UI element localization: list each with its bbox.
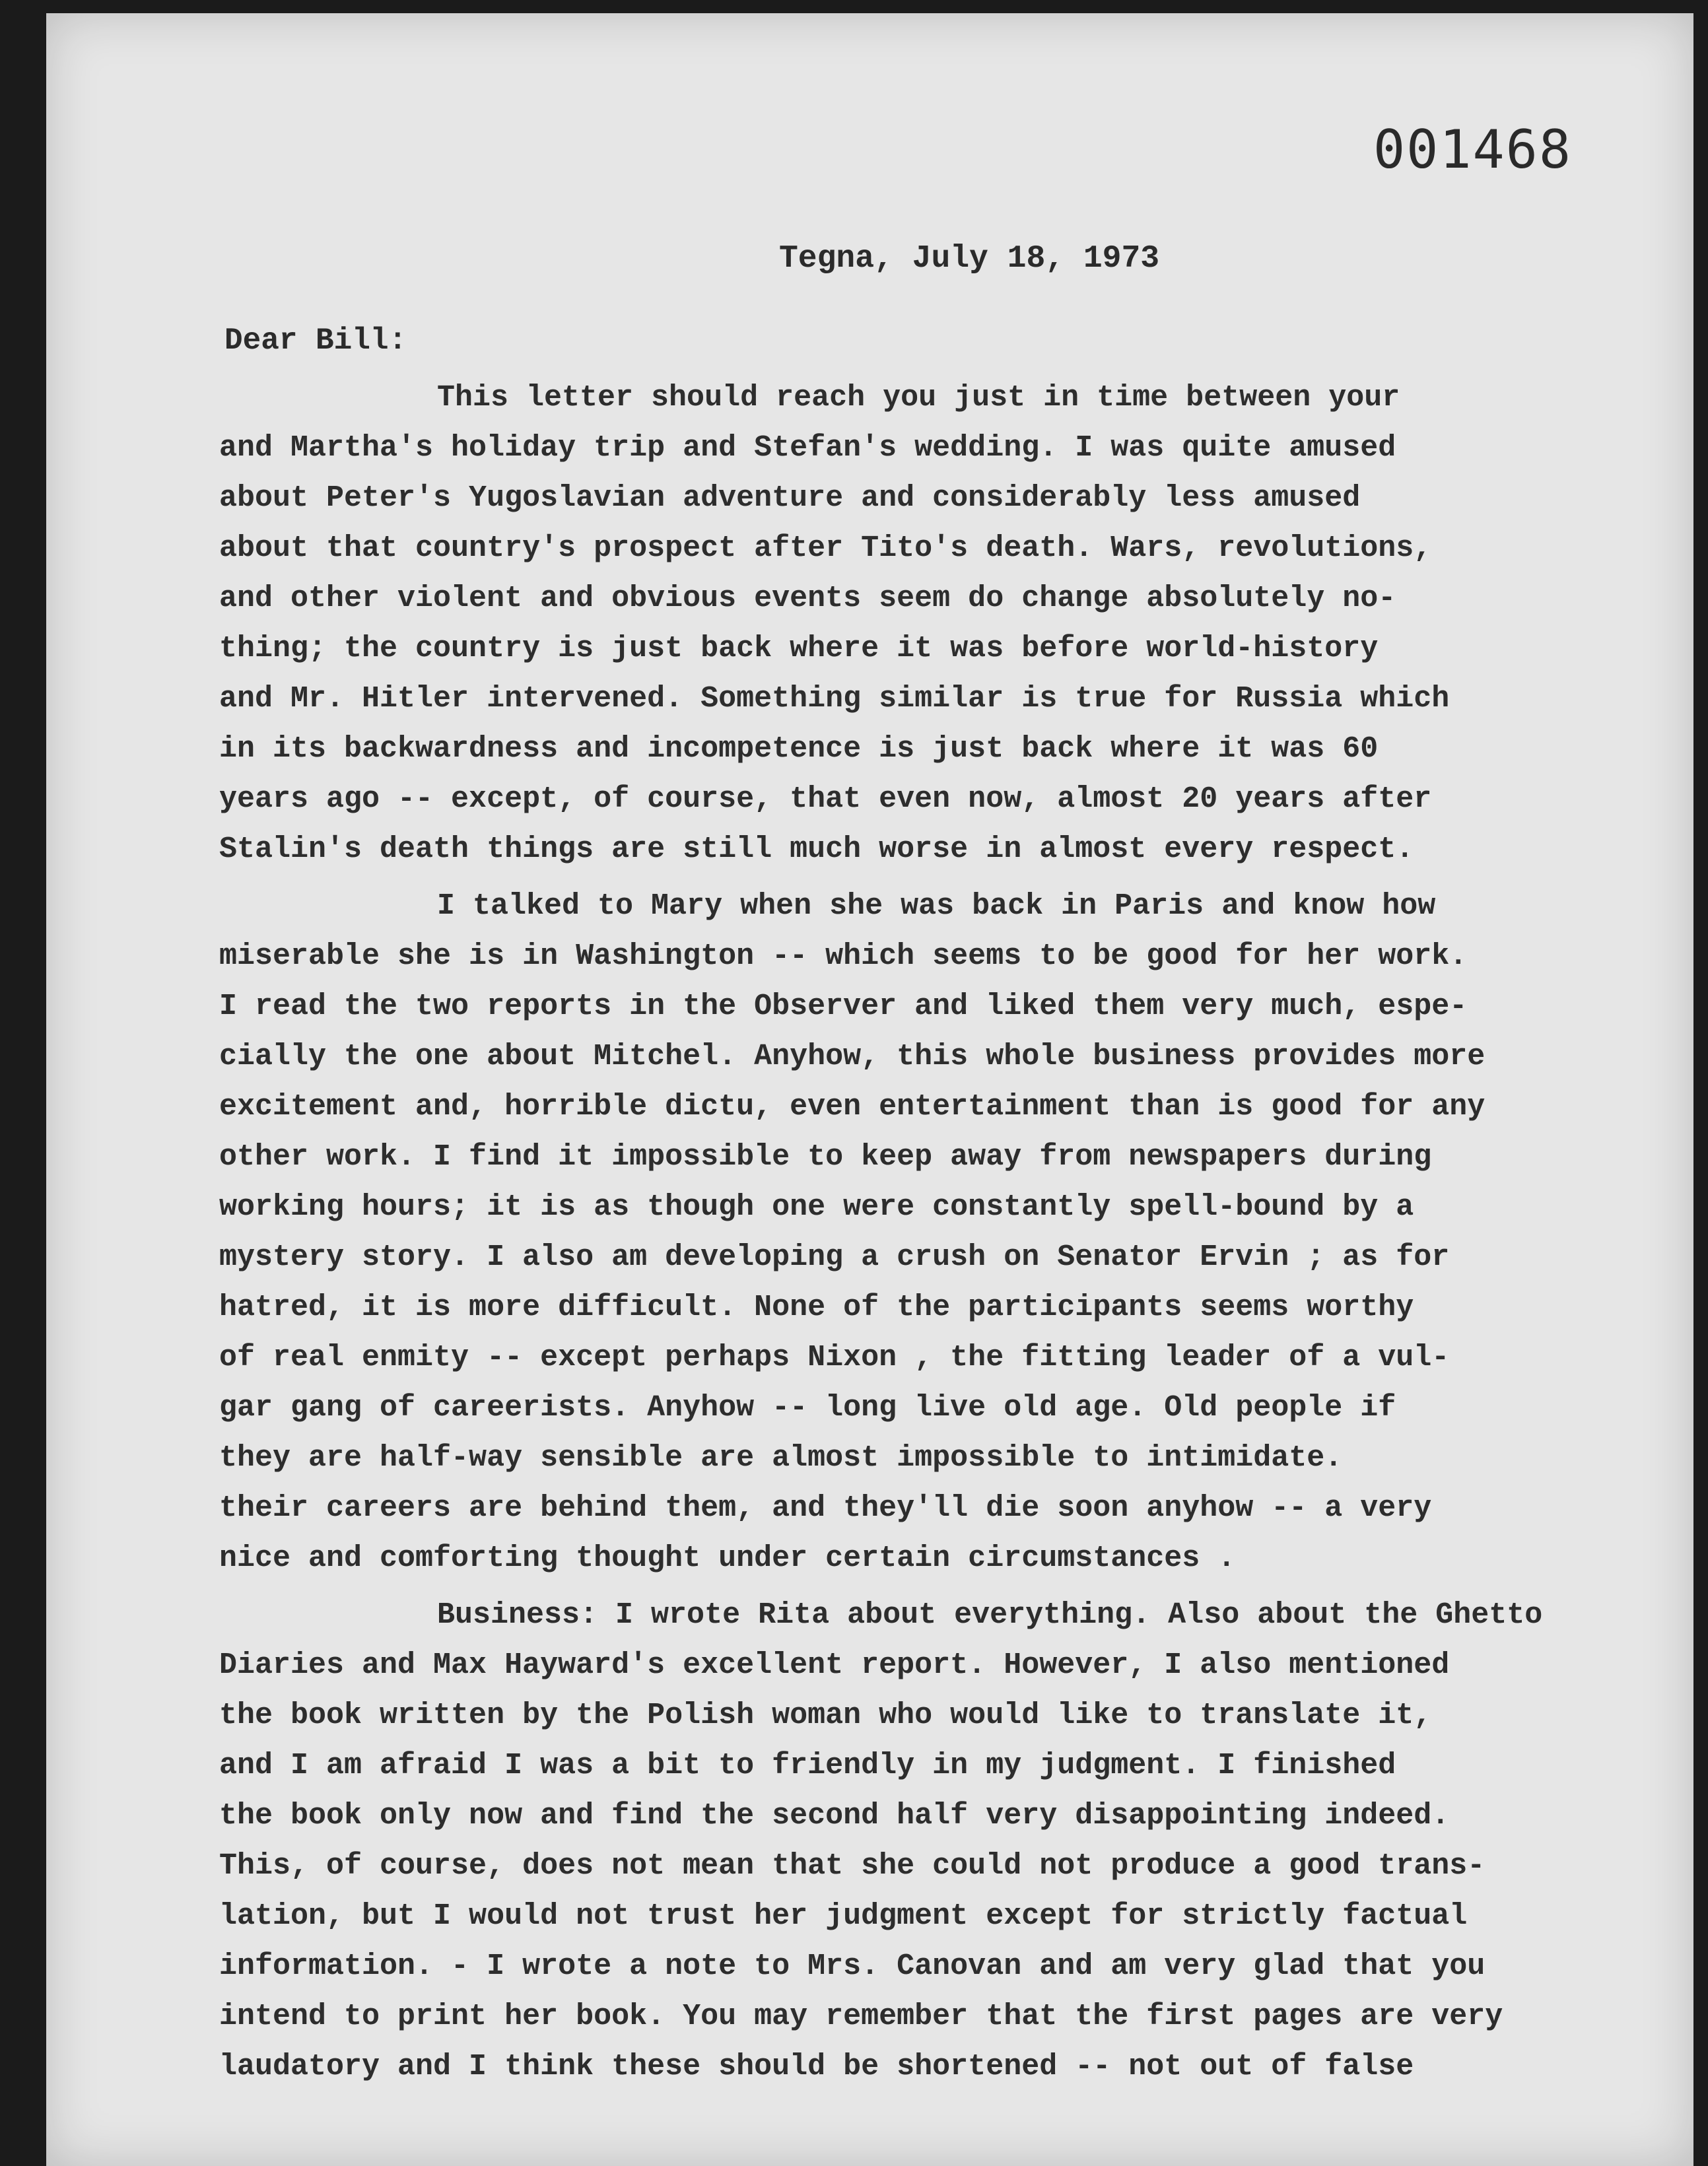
text-line: working hours; it is as though one were constantly spell-bound by a: [219, 1190, 1414, 1224]
letter-sheet: [46, 13, 1693, 2166]
text-line: years ago -- except, of course, that even now, almost 20 years after: [219, 782, 1432, 816]
text-line: intend to print her book. You may remember that the first pages are very: [219, 2000, 1503, 2033]
text-line: laudatory and I think these should be shortened -- not out of false: [219, 2050, 1414, 2083]
text-line: their careers are behind them, and they'll die soon anyhow -- a very: [219, 1491, 1432, 1525]
paragraph-gap: [219, 875, 1708, 881]
greeting: Dear Bill:: [224, 323, 407, 358]
text-line: of real enmity -- except perhaps Nixon , the fitting leader of a vul-: [219, 1341, 1450, 1374]
text-line: Business: I wrote Rita about everything. Also about the Ghetto: [437, 1598, 1543, 1632]
text-line: This, of course, does not mean that she could not produce a good trans-: [219, 1849, 1486, 1883]
text-line: other work. I find it impossible to keep away from newspapers during: [219, 1140, 1432, 1174]
paragraph-3: [219, 1590, 1708, 2092]
text-line: the book only now and find the second half very disappointing indeed.: [219, 1799, 1450, 1833]
text-line: miserable she is in Washington -- which seems to be good for her work.: [219, 939, 1468, 973]
text-line: and Martha's holiday trip and Stefan's wedding. I was quite amused: [219, 431, 1396, 465]
text-line: and Mr. Hitler intervened. Something similar is true for Russia which: [219, 682, 1450, 716]
letter-body: [219, 373, 1708, 2092]
text-line: I read the two reports in the Observer and liked them very much, espe-: [219, 990, 1468, 1023]
paragraph-2: [219, 881, 1708, 1584]
document-number: 001468: [1373, 119, 1572, 180]
text-line: lation, but I would not trust her judgment except for strictly factual: [219, 1899, 1468, 1933]
text-line: the book written by the Polish woman who would like to translate it,: [219, 1699, 1432, 1732]
text-line: excitement and, horrible dictu, even entertainment than is good for any: [219, 1090, 1486, 1124]
text-line: cially the one about Mitchel. Anyhow, this whole business provides more: [219, 1040, 1486, 1073]
text-line: they are half-way sensible are almost impossible to intimidate.: [219, 1441, 1343, 1475]
text-line: in its backwardness and incompetence is just back where it was 60: [219, 732, 1379, 766]
text-line: about that country's prospect after Tito's death. Wars, revolutions,: [219, 531, 1432, 565]
text-line: gar gang of careerists. Anyhow -- long live old age. Old people if: [219, 1391, 1396, 1425]
text-line: and other violent and obvious events seem do change absolutely no-: [219, 582, 1396, 615]
text-line: Stalin's death things are still much worse in almost every respect.: [219, 832, 1414, 866]
text-line: hatred, it is more difficult. None of the participants seems worthy: [219, 1291, 1414, 1324]
dateline: Tegna, July 18, 1973: [779, 241, 1160, 277]
text-line: I talked to Mary when she was back in Paris and know how: [437, 889, 1436, 923]
text-line: mystery story. I also am developing a crush on Senator Ervin ; as for: [219, 1240, 1450, 1274]
text-line: This letter should reach you just in time between your: [437, 381, 1400, 415]
paragraph-gap: [219, 1584, 1708, 1590]
text-line: nice and comforting thought under certain circumstances .: [219, 1541, 1236, 1575]
text-line: information. - I wrote a note to Mrs. Canovan and am very glad that you: [219, 1949, 1486, 1983]
text-line: thing; the country is just back where it was before world-history: [219, 632, 1379, 665]
text-line: about Peter's Yugoslavian adventure and considerably less amused: [219, 481, 1361, 515]
paragraph-1: [219, 373, 1708, 875]
text-line: and I am afraid I was a bit to friendly in my judgment. I finished: [219, 1749, 1396, 1782]
text-line: Diaries and Max Hayward's excellent report. However, I also mentioned: [219, 1648, 1450, 1682]
